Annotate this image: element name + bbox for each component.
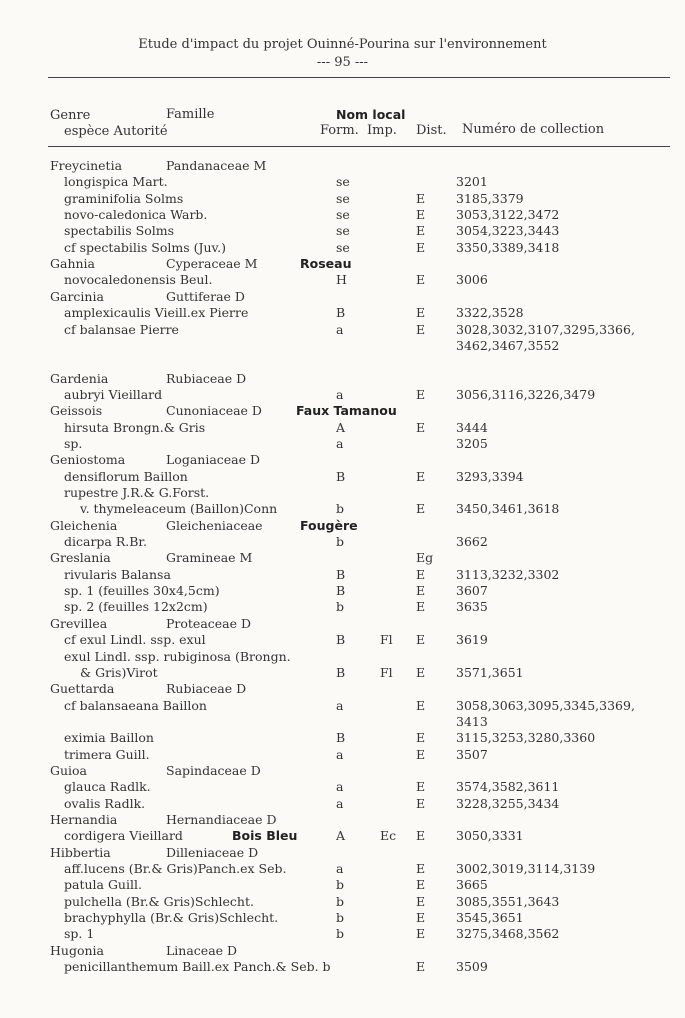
species-name: spectabilis Solms	[64, 223, 175, 239]
genus-name: Gardenia	[50, 370, 109, 386]
form-code: H	[336, 272, 347, 288]
species-name: cordigera Vieillard	[64, 828, 183, 844]
distribution: E	[416, 632, 426, 648]
distribution: E	[416, 664, 426, 680]
genus-name: Hugonia	[50, 942, 104, 958]
page-number: --- 95 ---	[316, 55, 369, 70]
collection-numbers: 3293,3394	[456, 468, 524, 484]
distribution: E	[416, 730, 426, 746]
collection-numbers: 3275,3468,3562	[456, 926, 560, 942]
collection-numbers: 3450,3461,3618	[456, 501, 560, 517]
distribution: E	[416, 386, 426, 402]
distribution: E	[416, 566, 426, 582]
species-name: eximia Baillon	[64, 730, 154, 746]
species-name: pulchella (Br.& Gris)Schlecht.	[64, 893, 254, 909]
species-row	[0, 387, 685, 403]
species-name: ovalis Radlk.	[64, 795, 146, 811]
distribution: E	[416, 272, 426, 288]
local-name: Roseau	[300, 256, 352, 272]
form-code: se	[336, 239, 350, 255]
genus-row	[0, 616, 685, 632]
genus-row	[0, 550, 685, 566]
distribution: E	[416, 305, 426, 321]
distribution: E	[416, 828, 426, 844]
family-name: Cunoniaceae D	[166, 403, 262, 419]
distribution: E	[416, 959, 426, 975]
collection-numbers: 3115,3253,3280,3360	[456, 730, 596, 746]
family-name: Linaceae D	[166, 942, 238, 958]
collection-numbers: 3322,3528	[456, 305, 524, 321]
collection-numbers: 3085,3551,3643	[456, 893, 560, 909]
species-name: graminifolia Solms	[64, 190, 184, 206]
collection-numbers: 3201	[456, 174, 488, 190]
genus-row	[0, 763, 685, 779]
species-row	[0, 322, 685, 338]
family-name: Pandanaceae M	[166, 158, 267, 173]
col-nom-local: Nom local	[336, 107, 406, 122]
collection-numbers: 3054,3223,3443	[456, 223, 560, 239]
species-row	[0, 779, 685, 795]
form-code: B	[336, 664, 346, 680]
species-row	[0, 469, 685, 485]
species-row	[0, 926, 685, 942]
form-code: a	[336, 861, 344, 877]
form-code: se	[336, 190, 350, 206]
species-name: sp. 2 (feuilles 12x2cm)	[64, 599, 208, 615]
collection-numbers: 3571,3651	[456, 664, 524, 680]
genus-row	[0, 452, 685, 468]
collection-numbers: 3607	[456, 583, 488, 599]
form-code: B	[336, 305, 346, 321]
genus-name: Gleichenia	[50, 517, 118, 533]
collection-numbers: 3413	[456, 713, 488, 729]
species-row	[0, 567, 685, 583]
species-name: cf balansaeana Baillon	[64, 697, 207, 713]
species-row	[0, 534, 685, 550]
form-code: b	[336, 501, 345, 517]
species-row	[0, 485, 685, 501]
collection-numbers: 3228,3255,3434	[456, 795, 560, 811]
form-code: se	[336, 174, 350, 190]
distribution: E	[416, 877, 426, 893]
species-name: novocaledonensis Beul.	[64, 272, 213, 288]
species-row	[0, 223, 685, 239]
form-code: B	[336, 468, 346, 484]
collection-numbers: 3662	[456, 534, 488, 550]
species-row	[0, 240, 685, 256]
species-row	[0, 436, 685, 452]
family-name: Dilleniaceae D	[166, 844, 259, 860]
distribution: E	[416, 910, 426, 926]
form-code: b	[336, 910, 345, 926]
species-row	[0, 599, 685, 615]
form-code: a	[336, 697, 344, 713]
form-code: a	[336, 746, 344, 762]
collection-numbers: 3006	[456, 272, 488, 288]
genus-row	[0, 289, 685, 305]
genus-name: Guettarda	[50, 681, 115, 697]
species-row	[0, 747, 685, 763]
species-row	[0, 649, 685, 665]
form-code: se	[336, 207, 350, 223]
species-name: longispica Mart.	[64, 174, 168, 190]
species-row	[0, 877, 685, 893]
local-name: Bois Bleu	[232, 828, 298, 844]
col-famille: Famille	[166, 107, 215, 122]
form-code: b	[336, 599, 345, 615]
col-numero: Numéro de collection	[462, 122, 605, 137]
family-name: Rubiaceae D	[166, 681, 247, 697]
species-name: cf exul Lindl. ssp. exul	[64, 632, 206, 648]
genus-row	[0, 845, 685, 861]
form-code: a	[336, 795, 344, 811]
form-code: B	[336, 566, 346, 582]
family-name: Proteaceae D	[166, 615, 252, 631]
form-code: B	[336, 730, 346, 746]
species-name: amplexicaulis Vieill.ex Pierre	[64, 305, 249, 321]
continuation-row	[0, 714, 685, 730]
species-row	[0, 632, 685, 648]
form-code: B	[336, 583, 346, 599]
collection-numbers: 3050,3331	[456, 828, 524, 844]
col-dist: Dist.	[416, 123, 447, 138]
collection-numbers: 3350,3389,3418	[456, 239, 560, 255]
family-name: Gramineae M	[166, 550, 253, 566]
genus-name: Garcinia	[50, 288, 104, 304]
species-name: sp.	[64, 435, 83, 451]
distribution: E	[416, 501, 426, 517]
form-code: b	[336, 926, 345, 942]
distribution: E	[416, 321, 426, 337]
genus-row	[0, 812, 685, 828]
collection-numbers: 3002,3019,3114,3139	[456, 861, 596, 877]
family-name: Sapindaceae D	[166, 762, 261, 778]
species-name: sp. 1	[64, 926, 95, 942]
distribution: E	[416, 583, 426, 599]
species-name: rivularis Balansa	[64, 566, 171, 582]
form-code: A	[336, 419, 346, 435]
collection-numbers: 3053,3122,3472	[456, 207, 560, 223]
genus-row	[0, 371, 685, 387]
species-row	[0, 828, 685, 844]
species-name: aubryi Vieillard	[64, 386, 163, 402]
species-name: densiflorum Baillon	[64, 468, 188, 484]
distribution: E	[416, 893, 426, 909]
distribution: E	[416, 223, 426, 239]
continuation-row	[0, 338, 685, 354]
species-row	[0, 420, 685, 436]
collection-numbers: 3507	[456, 746, 488, 762]
species-name: glauca Radlk.	[64, 779, 151, 795]
genus-name: Grevillea	[50, 615, 108, 631]
local-name: Faux Tamanou	[296, 403, 397, 419]
species-name: cf spectabilis Solms (Juv.)	[64, 239, 226, 255]
genus-row	[0, 158, 685, 174]
genus-name: Hibbertia	[50, 844, 111, 860]
genus-name: Guioa	[50, 762, 88, 778]
species-row	[0, 730, 685, 746]
distribution: E	[416, 861, 426, 877]
genus-name: Gahnia	[50, 256, 95, 272]
local-name: Fougère	[300, 517, 358, 533]
species-row	[0, 207, 685, 223]
family-name: Gleicheniaceae	[166, 517, 263, 533]
species-name: brachyphylla (Br.& Gris)Schlecht.	[64, 910, 279, 926]
species-name: hirsuta Brongn.& Gris	[64, 419, 206, 435]
family-name: Hernandiaceae D	[166, 812, 277, 827]
species-row	[0, 501, 685, 517]
genus-row	[0, 943, 685, 959]
collection-numbers: 3028,3032,3107,3295,3366,	[456, 321, 635, 337]
family-name: Cyperaceae M	[166, 256, 258, 272]
impact-code: Fl	[380, 632, 393, 648]
species-name: penicillanthemum Baill.ex Panch.& Seb. b	[64, 959, 331, 975]
form-code: a	[336, 321, 344, 337]
distribution: E	[416, 795, 426, 811]
form-code: se	[336, 223, 350, 239]
collection-numbers: 3113,3232,3302	[456, 566, 560, 582]
species-row	[0, 583, 685, 599]
species-row	[0, 910, 685, 926]
form-code: a	[336, 779, 344, 795]
form-code: b	[336, 893, 345, 909]
form-code: B	[336, 632, 346, 648]
collection-numbers: 3205	[456, 435, 488, 451]
distribution: E	[416, 190, 426, 206]
genus-row	[0, 403, 685, 419]
impact-code: Ec	[380, 828, 397, 844]
column-header-rule	[48, 146, 670, 147]
genus-name: Geniostoma	[50, 452, 126, 468]
species-row	[0, 305, 685, 321]
header-rule	[48, 77, 670, 78]
form-code: a	[336, 386, 344, 402]
collection-numbers: 3619	[456, 632, 488, 648]
species-row	[0, 959, 685, 975]
genus-row	[0, 256, 685, 272]
species-name: rupestre J.R.& G.Forst.	[64, 485, 210, 500]
collection-numbers: 3509	[456, 959, 488, 975]
species-name: trimera Guill.	[64, 746, 150, 762]
species-row	[0, 272, 685, 288]
distribution: E	[416, 468, 426, 484]
distribution: E	[416, 599, 426, 615]
species-row	[0, 191, 685, 207]
genus-name: Freycinetia	[50, 158, 123, 173]
species-row	[0, 698, 685, 714]
species-name: v. thymeleaceum (Baillon)Conn	[80, 501, 278, 517]
species-row	[0, 796, 685, 812]
genus-name: Hernandia	[50, 812, 118, 827]
col-espece: espèce Autorité	[64, 124, 168, 139]
genus-row	[0, 681, 685, 697]
species-row	[0, 174, 685, 190]
species-name: novo-caledonica Warb.	[64, 207, 208, 223]
col-genre: Genre	[50, 108, 91, 123]
form-code: a	[336, 435, 344, 451]
genus-name: Geissois	[50, 403, 103, 419]
species-name: patula Guill.	[64, 877, 142, 893]
family-name: Guttiferae D	[166, 288, 245, 304]
distribution: E	[416, 926, 426, 942]
genus-row	[0, 518, 685, 534]
distribution: E	[416, 239, 426, 255]
species-name: & Gris)Virot	[80, 664, 158, 680]
distribution: E	[416, 697, 426, 713]
collection-numbers: 3462,3467,3552	[456, 337, 560, 353]
spacer-row	[0, 354, 685, 370]
distribution: Eg	[416, 550, 434, 566]
col-imp: Imp.	[367, 123, 397, 138]
family-name: Loganiaceae D	[166, 452, 261, 468]
col-form: Form.	[320, 123, 359, 138]
collection-numbers: 3056,3116,3226,3479	[456, 386, 596, 402]
collection-numbers: 3665	[456, 877, 488, 893]
distribution: E	[416, 419, 426, 435]
form-code: b	[336, 534, 345, 550]
species-name: cf balansae Pierre	[64, 321, 179, 337]
genus-name: Greslania	[50, 550, 111, 566]
species-row	[0, 894, 685, 910]
collection-numbers: 3444	[456, 419, 488, 435]
document-title: Etude d'impact du projet Ouinné-Pourina sur l'environnement	[138, 37, 547, 52]
species-name: dicarpa R.Br.	[64, 534, 148, 550]
form-code: b	[336, 877, 345, 893]
collection-numbers: 3058,3063,3095,3345,3369,	[456, 697, 635, 713]
distribution: E	[416, 746, 426, 762]
collection-numbers: 3545,3651	[456, 910, 524, 926]
species-name: exul Lindl. ssp. rubiginosa (Brongn.	[64, 648, 291, 664]
distribution: E	[416, 207, 426, 223]
impact-code: Fl	[380, 664, 393, 680]
species-name: sp. 1 (feuilles 30x4,5cm)	[64, 583, 220, 599]
collection-numbers: 3574,3582,3611	[456, 779, 560, 795]
distribution: E	[416, 779, 426, 795]
species-name: aff.lucens (Br.& Gris)Panch.ex Seb.	[64, 861, 287, 877]
family-name: Rubiaceae D	[166, 370, 247, 386]
collection-numbers: 3185,3379	[456, 190, 524, 206]
collection-numbers: 3635	[456, 599, 488, 615]
form-code: A	[336, 828, 346, 844]
species-row	[0, 665, 685, 681]
species-row	[0, 861, 685, 877]
